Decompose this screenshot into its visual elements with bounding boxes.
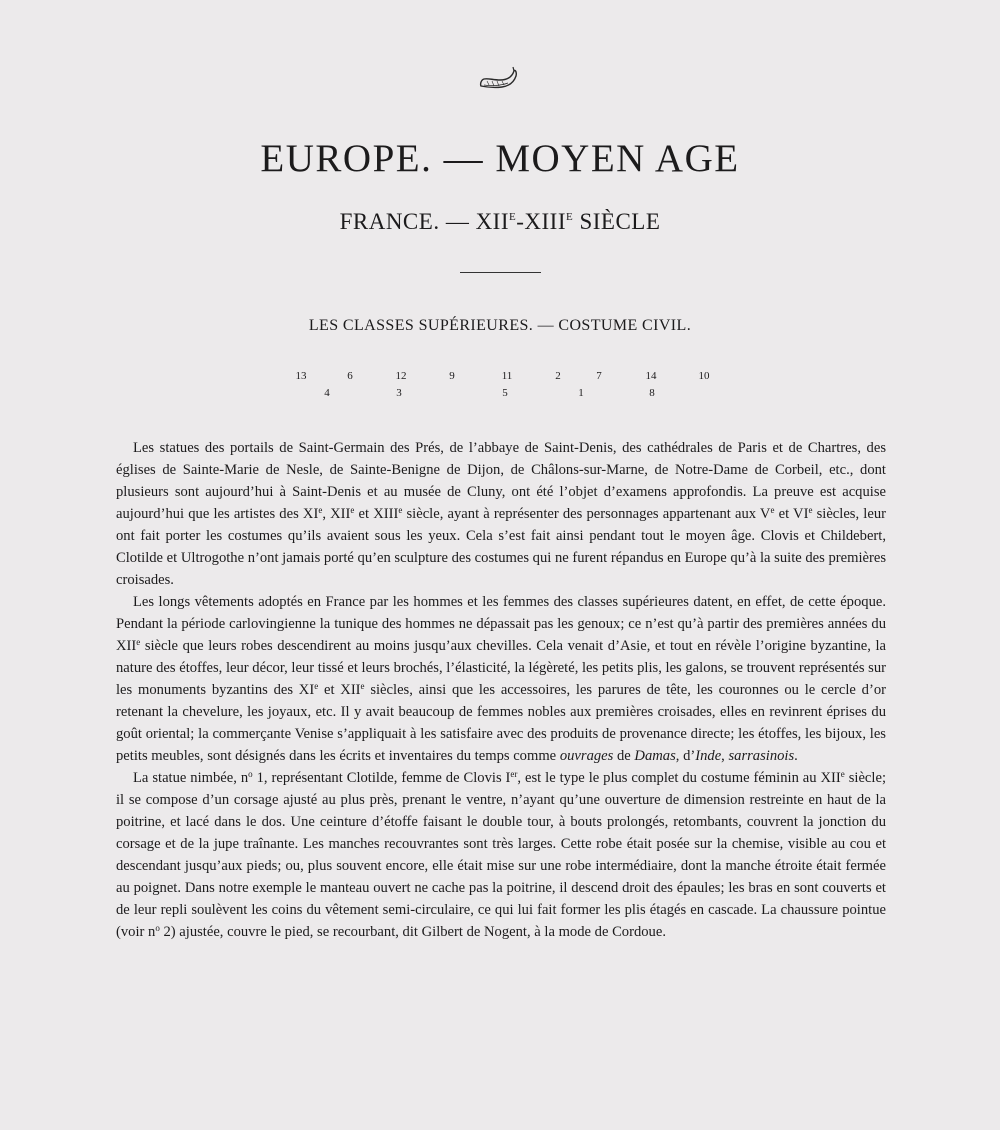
body-text: [116, 437, 886, 943]
title-divider: [460, 272, 541, 273]
page-subtitle: FRANCE. — $XII^E-XIII^E$ SIÈCLE: [339, 209, 661, 234]
page-title: EUROPE. — MOYEN AGE: [260, 137, 740, 180]
shoe-ornament-icon: [478, 66, 522, 92]
figure-number: 12: [395, 370, 407, 382]
paragraph-1: Les statues des portails de Saint-Germain des Prés, de l’abbaye de Saint-Denis, des cathédrales de Paris et de Chartres, des églises de Sainte-Marie de Nesle, de Sainte-Benigne de Dijon, de Châlons-sur-Marne, de Notre-Dame de Corbeil, etc., dont plusieurs sont aujourd’hui à Saint-Denis et au musée de Cluny, ont été l’objet d’examens approfondis. La preuve est acquise aujourd’hui que les artistes des XIe, XIIe et XIIIe siècle, ayant à représenter des personnages appartenant aux Ve et VIe siècles, leur ont fait porter les costumes qu’ils avaient sous les yeux. Cela s’est fait ainsi pendant tout le moyen âge. Clovis et Childebert, Clotilde et Ultrogothe n’ont jamais porté qu’en sculpture des costumes qui ne furent répandus en Europe qu’à la suite des premières croisades.: [116, 440, 887, 588]
figure-number: 9: [449, 370, 455, 382]
figure-number: 13: [295, 370, 307, 382]
figure-number: 6: [347, 370, 353, 382]
figure-number: 8: [649, 387, 655, 399]
figure-number: 10: [698, 370, 710, 382]
paragraph-2: Les longs vêtements adoptés en France par les hommes et les femmes des classes supérieures datent, en effet, de cette époque. Pendant la période carlovingienne la tunique des hommes ne dépassait pas les genoux; ce n’est qu’à partir des premières années du XIIe siècle que leurs robes descendirent au moins jusqu’aux chevilles. Cela venait d’Asie, et tout en révèle l’origine byzantine, la nature des étoffes, leur décor, leur tissé et leurs brochés, l’élasticité, la légèreté, les petits plis, les galons, se trouvent représentés sur les monuments byzantins des XIe et XIIe siècles, ainsi que les accessoires, les parures de tête, les couronnes ou le cercle d’or retenant la chevelure, les joyaux, etc. Il y avait beaucoup de femmes nobles aux premières croisades, elles en revinrent éprises du goût oriental; la commerçante Venise s’appliquait à les satisfaire avec des produits de provenance directe; les étoffes, les bijoux, les petits meubles, sont désignés dans les écrits et inventaires du temps comme ouvrages de Damas, d’Inde, sarrasinois.: [116, 594, 886, 764]
figure-number: 3: [396, 387, 402, 399]
figure-number: 2: [555, 370, 561, 382]
figure-number: 11: [501, 370, 513, 382]
figure-number: 14: [645, 370, 657, 382]
figure-number: 5: [502, 387, 508, 399]
paragraph-3: La statue nimbée, $n^o$ 1, représentant Clotilde, femme de Clovis Ier, est le type le plus complet du costume féminin au XIIe siècle; il se compose d’un corsage ajusté au plus près, prenant le ventre, n’ayant qu’une ouverture de dimension restreinte en haut de la poitrine, et lacé dans le dos. Une ceinture d’étoffe faisant le double tour, à bouts prolongés, retombants, couvrent la jonction du corsage et de la jupe traînante. Les manches recouvrantes sont très larges. Cette robe était posée sur la chemise, visible au cou et descendant jusqu’aux pieds; ou, plus souvent encore, elle était mise sur une robe intermédiaire, dont la manche étroite était fermée au poignet. Dans notre exemple le manteau ouvert ne cache pas la poitrine, il descend droit des épaules; les bras en sont couverts et de leur repli soulèvent les coins du vêtement semi-circulaire, ce qui lui fait former les plis étagés en cascade. La chaussure pointue (voir $n^o$ 2) ajustée, couvre le pied, se recourbant, dit Gilbert de Nogent, à la mode de Cordoue.: [116, 769, 886, 940]
figure-number: 4: [324, 387, 330, 399]
figure-number: 7: [596, 370, 602, 382]
figure-number: 1: [578, 387, 584, 399]
section-heading: LES CLASSES SUPÉRIEURES. — COSTUME CIVIL.: [308, 317, 692, 334]
